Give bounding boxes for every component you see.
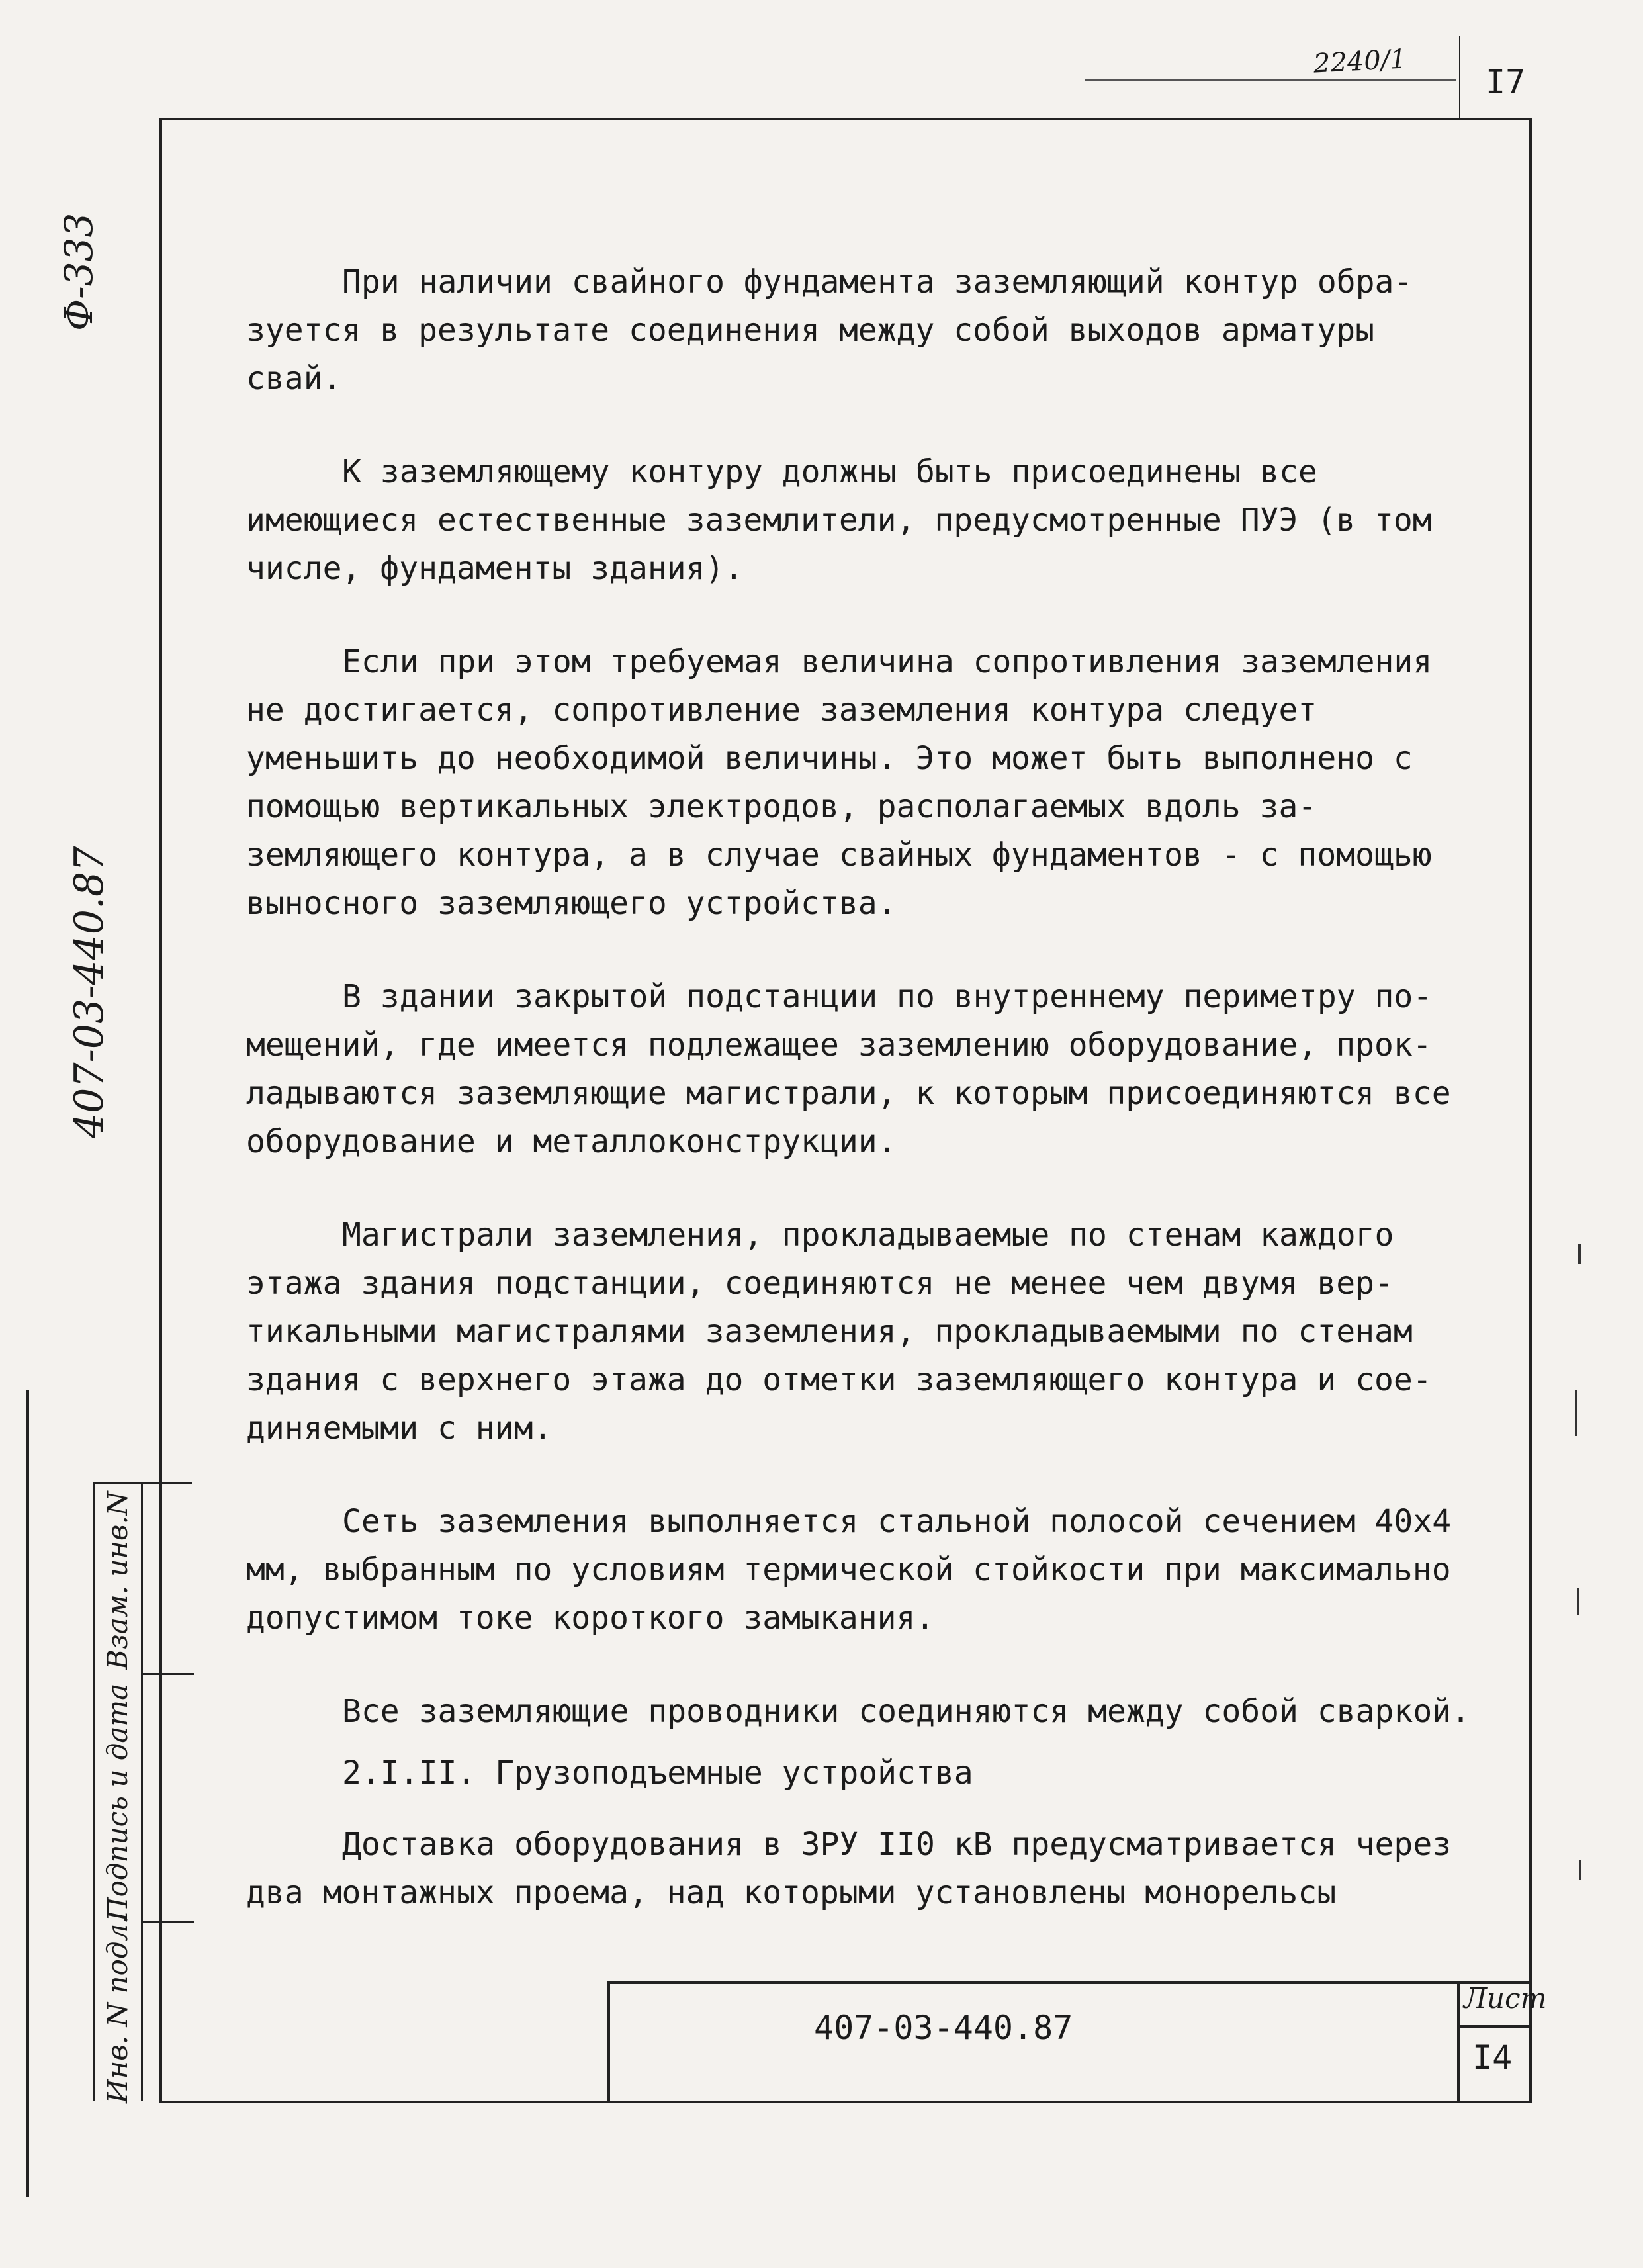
paragraph: При наличии свайного фундамента заземляющий контур обра- зуется в результате соединения между собой выходов арматуры свай. — [246, 263, 1413, 397]
stamp-row-divider — [141, 1921, 194, 1923]
document-code-vertical: 407-03-440.87 — [66, 846, 112, 1138]
signature-date-label: Подпись и дата — [101, 1683, 134, 1921]
paragraph: К заземляющему контуру должны быть присоединены все имеющиеся естественные заземлители, предусмотренные ПУЭ (в том числе, фундаменты здания). — [246, 453, 1432, 587]
document-code: 407-03-440.87 — [814, 2009, 1073, 2047]
sheet-number: I4 — [1472, 2038, 1513, 2077]
stamp-row-divider — [141, 1673, 194, 1675]
sheet-cell-divider — [1457, 2025, 1532, 2028]
scan-mark — [1578, 1244, 1581, 1264]
replaced-inventory-label: Взам. инв.N — [101, 1491, 134, 1670]
paragraph: Магистрали заземления, прокладываемые по стенам каждого этажа здания подстанции, соединяются не менее чем двумя вер- тикальными магистралями заземления, прокладываемыми по стенам здания с верхнего этажа до отметки заземляющего контура и сое- диняемыми с ним. — [246, 1216, 1432, 1447]
paragraph: Сеть заземления выполняется стальной полосой сечением 40х4 мм, выбранным по условиям термической стойкости при максимально допустимом токе короткого замыкания. — [246, 1503, 1452, 1637]
paragraph: В здании закрытой подстанции по внутреннему периметру по- мещений, где имеется подлежащее заземлению оборудование, прок- ладываются заземляющие магистрали, к которым присоединяются все оборудование и металлоконструкции. — [246, 978, 1451, 1160]
document-body — [246, 258, 1477, 1962]
format-code: Ф-333 — [56, 212, 101, 331]
page-number-divider — [1459, 36, 1460, 119]
page-number: I7 — [1486, 63, 1526, 101]
scan-mark — [1577, 1588, 1579, 1615]
scan-mark — [1579, 1860, 1581, 1880]
sheet-label: Лист — [1464, 1982, 1547, 2015]
handwritten-note: 2240/1 — [1312, 44, 1407, 79]
header-rule — [1085, 79, 1456, 81]
margin-rule — [26, 1390, 29, 2197]
section-heading: 2.I.II. Грузоподъемные устройства — [342, 1754, 973, 1792]
inventory-no-label: Инв. N подл. — [101, 1915, 134, 2103]
paragraph: Если при этом требуемая величина сопротивления заземления не достигается, сопротивление заземления контура следует уменьшить до необходимой величины. Это может быть выполнено с помощью вертикальных электродов, располагаемых вдоль за- земляющего контура, а в случае свайных фундаментов - с помощью выносного заземляющего устройства. — [246, 643, 1433, 922]
stamp-column-divider — [141, 1484, 143, 2101]
paragraph: Все заземляющие проводники соединяются между собой сваркой. — [342, 1693, 1471, 1730]
scan-mark — [1575, 1390, 1577, 1436]
paragraph: Доставка оборудования в ЗРУ II0 кВ предусматривается через два монтажных проема, над которыми установлены монорельсы — [246, 1826, 1452, 1911]
approval-stamp — [93, 1482, 192, 2101]
